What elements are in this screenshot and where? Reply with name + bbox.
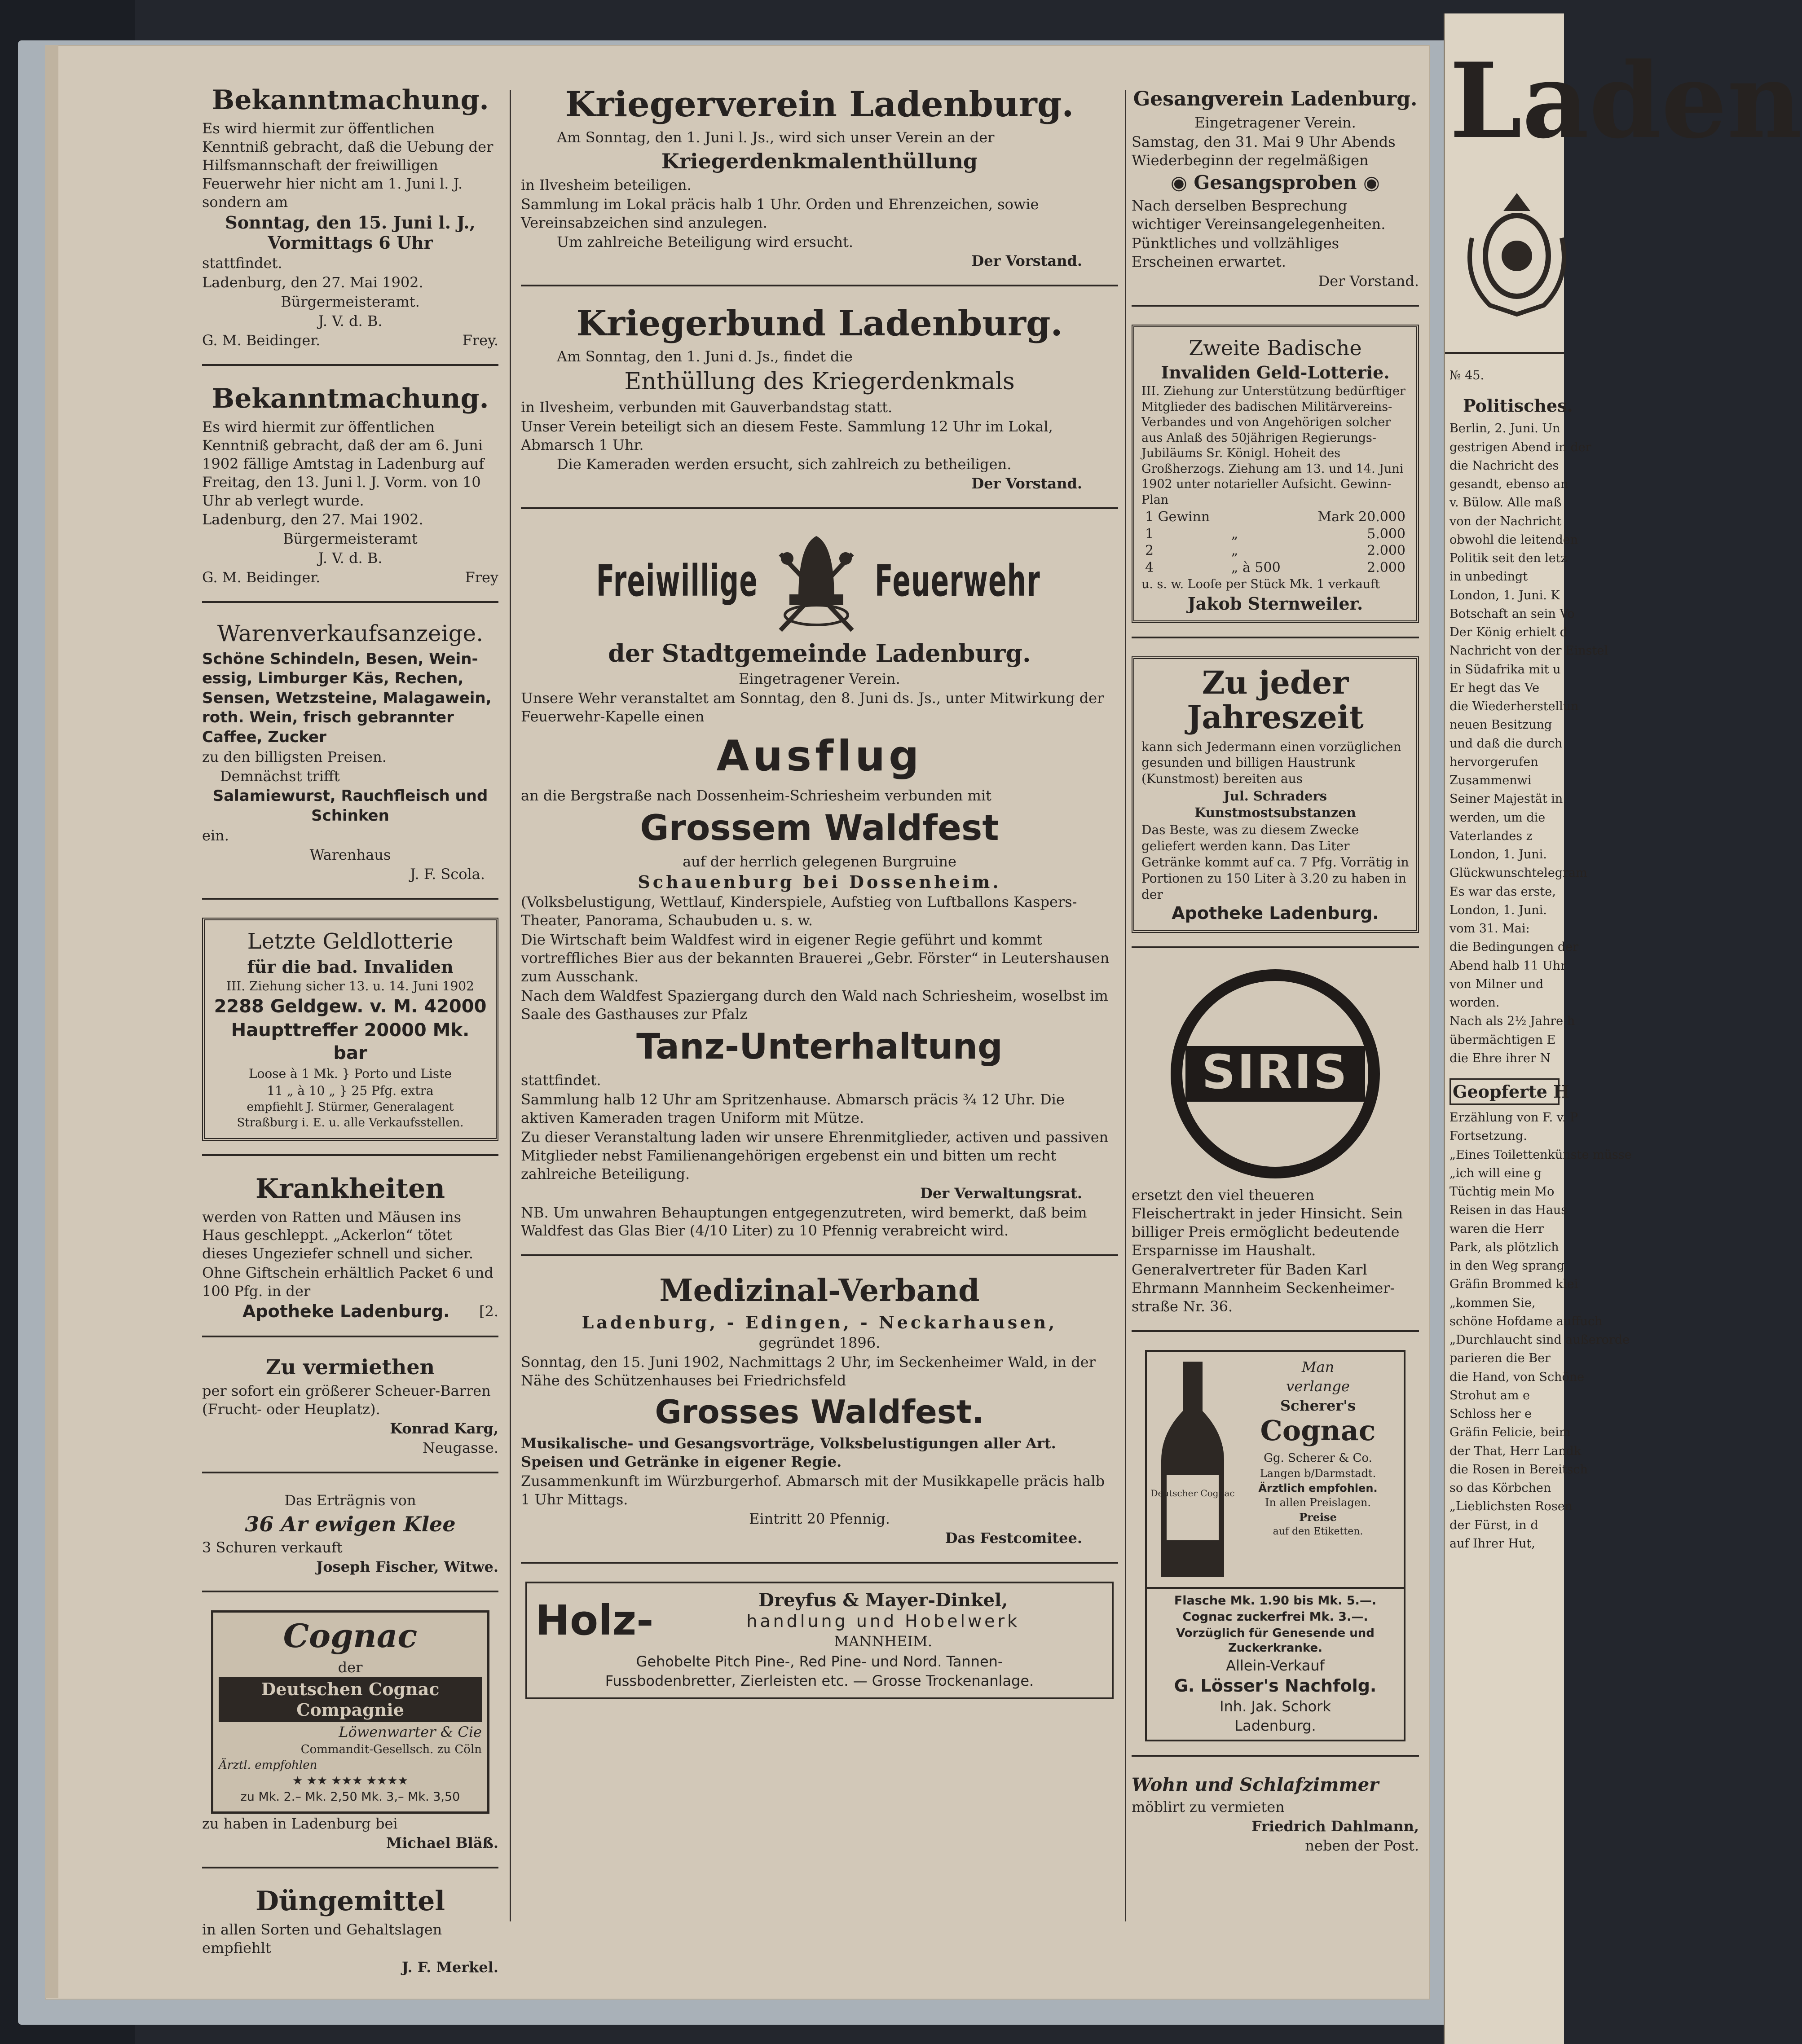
- ad-highlight: Kriegerdenkmalenthüllung: [661, 149, 978, 173]
- ad-text: Zusammenkunft im Würzburgerhof. Abmarsch mit der Musikkapelle präcis halb 1 Uhr Mittags.: [521, 1472, 1105, 1508]
- text-line: gestrigen Abend in der: [1450, 440, 1591, 454]
- ad-brand: Scherer's: [1280, 1397, 1356, 1414]
- ad-places: Ladenburg, - Edingen, - Neckarhausen,: [582, 1312, 1057, 1333]
- ad-text: Neugasse.: [422, 1439, 498, 1456]
- ad-text: Sammlung halb 12 Uhr am Spritzenhause. Abmarsch präcis ¾ 12 Uhr. Die aktiven Kameraden tragen Uniform mit Mütze.: [521, 1090, 1065, 1126]
- ad-text: Musikalische- und Gesangsvorträge, Volksbelustigungen aller Art. Speisen und Getränke in eigener Regie.: [521, 1434, 1056, 1470]
- ad-signature: Das Festcomitee.: [945, 1529, 1082, 1547]
- text-line: auf Ihrer Hut,: [1450, 1536, 1535, 1551]
- notice-signature: Frey: [465, 569, 498, 586]
- text-line: Erzählung von F. v. P: [1450, 1111, 1578, 1125]
- ad-feuerwehr: [521, 527, 1118, 1257]
- ad-text: ein.: [202, 827, 229, 844]
- ad-name: Apotheke Ladenburg.: [242, 1301, 450, 1322]
- eye-icon: ◉: [1171, 171, 1194, 194]
- ad-highlight: 36 Ar ewigen Klee: [245, 1512, 456, 1536]
- ad-text: Das Erträgnis von: [284, 1491, 416, 1509]
- text-line: der Fürst, in d: [1450, 1518, 1538, 1532]
- ad-gesangverein: [1132, 88, 1419, 307]
- notice-place-date: Ladenburg, den 27. Mai 1902.: [202, 511, 423, 528]
- eye-icon: ◉: [1357, 171, 1380, 194]
- ad-city: MANNHEIM.: [834, 1633, 933, 1650]
- ad-text: Preise: [1299, 1511, 1337, 1524]
- ad-text: werden von Ratten und Mäusen ins Haus geschleppt. „Ackerlon“ tötet dieses Ungeziefer schnell und sicher.: [202, 1208, 473, 1262]
- notice-office: Bürgermeisteramt.: [281, 293, 420, 310]
- text-line: waren die Herr: [1450, 1222, 1544, 1236]
- text-line: „kommen Sie,: [1450, 1296, 1536, 1310]
- column-left: [202, 84, 498, 1976]
- ad-text: Ärztlich empfohlen.: [1258, 1481, 1378, 1495]
- ad-title: Medizinal-Verband: [659, 1273, 980, 1309]
- ad-kriegerbund: [521, 304, 1118, 509]
- text-line: Botschaft an sein Vo: [1450, 607, 1575, 621]
- ad-duengemittel: [202, 1886, 498, 1991]
- text-line: v. Bülow. Alle maß: [1450, 496, 1562, 510]
- text-line: die Bedingungen der: [1450, 940, 1579, 954]
- ad-text: zu den billigsten Preisen.: [202, 748, 387, 766]
- ad-klee: [202, 1491, 498, 1593]
- ad-text: Loose à 1 Mk. } Porto und Liste: [248, 1066, 452, 1081]
- ad-text: Das Beste, was zu diesem Zwecke geliefert werden kann. Das Liter Getränke kommt auf ca. 7 Pfg. Vorrätig in Portionen zu 150 Liter à 3.20 zu haben in der: [1141, 822, 1409, 902]
- notice-amtstag: [202, 384, 498, 603]
- text-line: worden.: [1450, 996, 1500, 1010]
- text-line: parieren die Ber: [1450, 1351, 1551, 1366]
- text-line: „ich will eine g: [1450, 1166, 1542, 1180]
- text-line: Tüchtig mein Mo: [1450, 1185, 1555, 1199]
- ad-text: Fussbodenbretter, Zierleisten etc. — Grosse Trockenanlage.: [605, 1672, 1034, 1690]
- ad-geldlotterie: [202, 918, 498, 1156]
- page-gutter: [45, 45, 58, 1998]
- text-line: gesandt, ebenso an: [1450, 477, 1568, 491]
- ad-title: Holz-: [535, 1596, 654, 1645]
- ad-text: Inh. Jak. Schork: [1220, 1697, 1331, 1715]
- adjacent-page: [1444, 13, 1802, 2044]
- ad-title: Düngemittel: [255, 1885, 445, 1917]
- ad-title: Letzte Geldlotterie: [247, 929, 454, 954]
- notice-title: Bekanntmachung.: [211, 84, 489, 116]
- ad-name: J. F. Scola.: [410, 866, 485, 883]
- text-line: obwohl die leitenden: [1450, 532, 1578, 547]
- table-row: 4 „ à 500 2.000: [1145, 559, 1405, 576]
- notice-body: Es wird hiermit zur öffentlichen Kenntniß gebracht, daß die Uebung der Hilfsmannschaft der freiwilligen Feuerwehr hier nicht am 1. Juni l. J. sondern am: [202, 120, 493, 211]
- ad-text: Ohne Giftschein erhältlich Packet 6 und 100 Pfg. in der: [202, 1264, 493, 1300]
- ad-signature: Der Vorstand.: [971, 252, 1082, 270]
- ad-text: Am Sonntag, den 1. Juni d. Js., findet die: [557, 348, 853, 365]
- ad-title: Freiwillige: [596, 555, 758, 606]
- ad-name: J. F. Merkel.: [401, 1958, 498, 1976]
- ad-text: Um zahlreiche Beteiligung wird ersucht.: [557, 233, 854, 251]
- ad-title: Kriegerverein Ladenburg.: [565, 84, 1074, 125]
- text-line: in den Weg sprang: [1450, 1259, 1565, 1273]
- ad-subtitle: für die bad. Invaliden: [247, 957, 454, 977]
- ad-highlight: Enthüllung des Kriegerdenkmals: [624, 368, 1015, 396]
- ad-name: Apotheke Ladenburg.: [1172, 903, 1379, 923]
- ad-title: Warenverkaufsanzeige.: [217, 620, 484, 647]
- text-line: Politik seit den letz: [1450, 551, 1567, 565]
- ad-text: gegründet 1896.: [758, 1334, 881, 1351]
- prize-table: [1141, 509, 1409, 576]
- text-line: die Nachricht des: [1450, 458, 1559, 473]
- ad-title: Zu vermiethen: [265, 1354, 435, 1379]
- cognac-bottle-icon: [1152, 1357, 1233, 1582]
- ad-jahreszeit: [1132, 656, 1419, 948]
- bottle-label-text: Deutscher Cognac: [1150, 1487, 1235, 1499]
- text-line: die Ehre ihrer N: [1450, 1051, 1551, 1065]
- ad-title: Wohn und Schlafzimmer: [1132, 1774, 1379, 1795]
- ad-text: Cognac zuckerfrei Mk. 3.—.: [1182, 1610, 1368, 1624]
- ad-text: Eintritt 20 Pfennig.: [749, 1510, 890, 1527]
- ad-text: zu haben in Ladenburg bei: [202, 1815, 398, 1832]
- ad-text: Unser Verein beteiligt sich an diesem Feste. Sammlung 12 Uhr im Lokal, Abmarsch 1 Uhr.: [521, 418, 1053, 453]
- ad-text: In allen Preislagen.: [1265, 1496, 1371, 1509]
- ad-title: Kriegerbund Ladenburg.: [576, 303, 1063, 344]
- ad-text: Sammlung im Lokal präcis halb 1 Uhr. Orden und Ehrenzeichen, sowie Vereinsabzeichen sind anzulegen.: [521, 195, 1039, 231]
- ad-text: Pünktliches und vollzähliges Erscheinen erwartet.: [1132, 234, 1339, 270]
- ad-highlight: ◉ Gesangsproben ◉: [1171, 171, 1380, 194]
- ad-text: Gg. Scherer & Co.: [1264, 1451, 1372, 1465]
- ad-text: Warenhaus: [309, 846, 391, 864]
- ad-text: Am Sonntag, den 1. Juni l. Js., wird sich unser Verein an der: [557, 128, 995, 146]
- ad-title: Cognac: [1260, 1414, 1376, 1447]
- ad-text: Gehobelte Pitch Pine-, Red Pine- und Nord. Tannen-: [636, 1653, 1003, 1670]
- ad-title: Jahreszeit: [1187, 698, 1364, 736]
- column-rule: [1125, 90, 1126, 1921]
- ad-text: III. Ziehung sicher 13. u. 14. Juni 1902: [226, 978, 474, 993]
- ad-highlight: Ausflug: [716, 731, 923, 781]
- notice-after: stattfindet.: [202, 254, 282, 272]
- text-line: Es war das erste,: [1450, 884, 1556, 899]
- ad-signature: Der Verwaltungsrat.: [920, 1184, 1082, 1202]
- table-row: 1 „ 5.000: [1145, 526, 1405, 542]
- text-line: werden, um die: [1450, 810, 1546, 825]
- ad-text: in Ilvesheim beteiligen.: [521, 176, 692, 193]
- ad-text: u. s. w. Looſe per Stück Mk. 1 verkauft: [1141, 577, 1380, 592]
- ad-text: an die Bergstraße nach Dossenheim-Schriesheim verbunden mit: [521, 787, 991, 804]
- text-line: Gräfin Felicie, beim: [1450, 1425, 1571, 1440]
- text-line: in Südafrika mit u: [1450, 662, 1561, 677]
- ad-text: Ladenburg.: [1234, 1717, 1316, 1734]
- notice-abbr: J. V. d. B.: [318, 312, 383, 330]
- ad-kriegerverein: [521, 85, 1118, 286]
- ad-name: Jakob Sternweiler.: [1187, 593, 1363, 614]
- ad-text: empfiehlt J. Stürmer, Generalagent: [247, 1100, 454, 1114]
- text-line: die Wiederherstellun: [1450, 699, 1579, 713]
- section-title: Politisches.: [1463, 396, 1573, 416]
- text-line: in unbedingt: [1450, 570, 1528, 584]
- ad-text: kann sich Jedermann einen vorzüglichen gesunden und billigen Haustrunk (Kunstmost) bereiten aus: [1141, 739, 1401, 787]
- ad-highlight: Schauenburg bei Dossenheim.: [638, 871, 1001, 892]
- ad-text: in allen Sorten und Gehaltslagen empfiehlt: [202, 1921, 442, 1956]
- ad-title: Krankheiten: [256, 1173, 445, 1204]
- ad-cognac-compagnie: [202, 1610, 498, 1868]
- ad-scherer-cognac: [1132, 1350, 1419, 1757]
- text-line: Er hegt das Ve: [1450, 681, 1540, 695]
- column-rule: [510, 90, 511, 1921]
- ad-text: neben der Post.: [1305, 1837, 1419, 1854]
- ad-text: Ärztl. empfohlen: [219, 1758, 317, 1772]
- ad-name: Friedrich Dahlmann,: [1251, 1817, 1419, 1835]
- ad-text: (Volksbelustigung, Wettlauf, Kinderspiele, Aufstieg von Luftballons Kaspers-Theater, Panorama, Schaubuden u. s. w.: [521, 893, 1077, 929]
- text-line: Berlin, 2. Juni. Un: [1450, 422, 1560, 436]
- ad-title: Zweite Badische: [1189, 335, 1362, 360]
- text-line: schöne Hofdame auffuch: [1450, 1314, 1603, 1328]
- table-row: 1 Gewinn Mark 20.000: [1145, 509, 1405, 525]
- text-line: der That, Herr Landk: [1450, 1444, 1582, 1458]
- table-row: 2 „ 2.000: [1145, 543, 1405, 559]
- ad-text: ersetzt den viel theueren Fleischertrakt in jeder Hinsicht. Sein billiger Preis ermöglicht bedeutende Ersparnisse im Haushalt.: [1132, 1186, 1403, 1259]
- masthead: Laden: [1450, 40, 1802, 162]
- ad-text: Langen b/Darmstadt.: [1260, 1467, 1376, 1480]
- ad-text: per sofort ein größerer Scheuer-Barren (Frucht- oder Heuplatz).: [202, 1382, 491, 1418]
- ad-text: Samstag, den 31. Mai 9 Uhr Abends Wiederbeginn der regelmäßigen: [1132, 133, 1396, 169]
- ad-text: Eingetragener Verein.: [739, 670, 900, 687]
- ad-text: der: [338, 1658, 363, 1676]
- ad-name: Michael Bläß.: [386, 1834, 498, 1851]
- text-line: und daß die durch: [1450, 736, 1563, 751]
- ad-highlight: Grossem Waldfest: [640, 808, 999, 849]
- coat-of-arms-icon: [1463, 189, 1571, 323]
- ad-text: III. Ziehung zur Unterstützung bedürftiger Mitglieder des badischen Militärvereins-Verbandes und von Angehörigen solcher aus Anlaß des 50jährigen Regierungs-Jubiläums Sr. Königl. Hoheit des Großherzogs. Ziehung am 13. und 14. Juni 1902 unter notarieller Aufsicht. Gewinn-Plan: [1141, 384, 1405, 507]
- ad-text: Straßburg i. E. u. alle Verkaufsstellen.: [237, 1116, 464, 1130]
- ad-text: Zu dieser Veranstaltung laden wir unsere Ehrenmitglieder, activen und passiven Mitglieder nebst Familienangehörigen ergebenst ein und bitten um recht zahlreiche Beteiligung.: [521, 1128, 1109, 1182]
- text-line: von Milner und: [1450, 977, 1544, 991]
- text-line: hervorgerufen: [1450, 755, 1538, 769]
- ad-text: 11 „ à 10 „ } 25 Pfg. extra: [267, 1083, 434, 1099]
- text-line: die Rosen in Bereitsch: [1450, 1462, 1588, 1477]
- ad-highlight: 2288 Geldgew. v. M. 42000: [214, 996, 487, 1017]
- ad-text: Sonntag, den 15. Juni 1902, Nachmittags 2 Uhr, im Seckenheimer Wald, in der Nähe des Schützenhauses bei Friedrichsfeld: [521, 1353, 1096, 1389]
- ad-krankheiten: [202, 1174, 498, 1337]
- ad-text: Commandit-Gesellsch. zu Cöln: [300, 1742, 482, 1756]
- text-line: vom 31. Mai:: [1450, 922, 1530, 936]
- ad-siris: [1132, 966, 1419, 1332]
- text-line: Seiner Majestät in: [1450, 792, 1563, 806]
- notice-abbr: J. V. d. B.: [318, 549, 383, 567]
- ad-name: Konrad Karg,: [390, 1420, 498, 1437]
- text-line: Glückwunschtelegram: [1450, 866, 1587, 880]
- ad-signature: Der Vorstand.: [1318, 272, 1419, 290]
- ad-text: möblirt zu vermieten: [1132, 1798, 1285, 1815]
- notice-uebung: [202, 85, 498, 366]
- text-line: Gräfin Brommed klei: [1450, 1277, 1578, 1292]
- text-line: neuen Besitzung: [1450, 718, 1552, 732]
- ad-company: handlung und Hobelwerk: [746, 1611, 1020, 1631]
- text-line: Vaterlandes z: [1450, 829, 1533, 843]
- text-line: Park, als plötzlich: [1450, 1240, 1559, 1254]
- ad-text: Unsere Wehr veranstaltet am Sonntag, den 8. Juni ds. Js., unter Mitwirkung der Feuerwehr-Kapelle einen: [521, 689, 1104, 725]
- issue-number: № 45.: [1450, 369, 1485, 382]
- column-right: [1132, 85, 1419, 1926]
- fire-helmet-emblem-icon: [771, 527, 861, 635]
- text-line: Reisen in das Haus: [1450, 1203, 1568, 1218]
- cognac-prices: zu Mk. 2.– Mk. 2,50 Mk. 3,– Mk. 3,50: [240, 1790, 460, 1804]
- ad-goods: Salamiewurst, Rauchfleisch und Schinken: [212, 787, 488, 825]
- text-line: Abend halb 11 Uhr: [1450, 958, 1566, 973]
- ad-name: G. Lösser's Nachfolg.: [1174, 1676, 1377, 1696]
- ad-text: Nach derselben Besprechung wichtiger Vereinsangelegenheiten.: [1132, 197, 1386, 233]
- notice-title: Bekanntmachung.: [211, 382, 489, 414]
- ad-text: Man: [1301, 1358, 1335, 1376]
- ad-wohnzimmer: [1132, 1775, 1419, 1869]
- ad-text: Eingetragener Verein.: [1194, 114, 1356, 131]
- text-line: „Durchlaucht sind außerorde: [1450, 1333, 1630, 1347]
- text-line: Nach als 2½ Jahre h: [1450, 1014, 1575, 1029]
- ad-org: der Stadtgemeinde Ladenburg.: [608, 638, 1031, 668]
- notice-office: Bürgermeisteramt: [283, 530, 418, 548]
- ad-medizinal-verband: [521, 1274, 1118, 1563]
- cognac-logo: Cognac: [283, 1617, 418, 1655]
- text-line: übermächtigen E: [1450, 1033, 1556, 1047]
- text-line: Fortsetzung.: [1450, 1129, 1527, 1143]
- ad-title: Zu jeder: [1202, 664, 1349, 701]
- ad-text: Die Wirtschaft beim Waldfest wird in eigener Regie geführt und kommt vortreffliches Bier aus der bekannten Brauerei „Gebr. Förster“ in Leutershausen zum Ausschank.: [521, 931, 1110, 985]
- ad-title: Gesangverein Ladenburg.: [1133, 88, 1418, 110]
- article-text: [1445, 1109, 1632, 1552]
- ad-text: auf der herrlich gelegenen Burgruine: [683, 853, 956, 870]
- text-line: Schloss her e: [1450, 1407, 1532, 1421]
- text-line: Zusammenwi: [1450, 774, 1532, 787]
- text-line: Strohut am e: [1450, 1388, 1530, 1402]
- text-line: London, 1. Juni. K: [1450, 588, 1560, 602]
- ad-goods: Schöne Schindeln, Besen, Wein-essig, Limburger Käs, Rechen, Sensen, Wetzsteine, Malagawein, roth. Wein, frisch gebrannter Caffee, Zucker: [202, 650, 492, 746]
- text-line: „Lieblichsten Rosen: [1450, 1499, 1573, 1514]
- ad-text: verlange: [1286, 1377, 1350, 1395]
- cognac-company: Deutschen Cognac Compagnie: [219, 1677, 482, 1722]
- ad-highlight: Tanz-Unterhaltung: [636, 1027, 1003, 1068]
- cognac-stars: ★ ★★ ★★★ ★★★★: [292, 1774, 408, 1788]
- siris-logo: [1168, 966, 1383, 1182]
- ad-holzhandlung: [521, 1582, 1118, 1713]
- text-line: die Hand, von Schöne: [1450, 1370, 1585, 1384]
- ad-highlight: Grosses Waldfest.: [655, 1393, 984, 1431]
- ad-text: Die Kameraden werden ersucht, sich zahlreich zu betheiligen.: [557, 455, 1012, 473]
- ad-name: Joseph Fischer, Witwe.: [316, 1558, 498, 1576]
- column-middle: [521, 85, 1118, 1926]
- ad-text: Generalvertreter für Baden Karl Ehrmann Mannheim Seckenheimer-straße Nr. 36.: [1132, 1261, 1395, 1315]
- ad-text: Flasche Mk. 1.90 bis Mk. 5.—.: [1174, 1593, 1377, 1608]
- ad-subtitle: Invaliden Geld-Lotterie.: [1161, 362, 1390, 383]
- ad-text: Vorzüglich für Genesende und Zuckerkranke.: [1176, 1626, 1375, 1655]
- notice-place-date: Ladenburg, den 27. Mai 1902.: [202, 273, 423, 291]
- ad-text: Allein-Verkauf: [1226, 1657, 1325, 1675]
- ad-title: Feuerwehr: [874, 555, 1040, 606]
- ad-warenverkauf: [202, 621, 498, 900]
- ad-text: stattfindet.: [521, 1071, 601, 1089]
- ad-mark: [2.: [479, 1303, 498, 1320]
- ad-text: auf den Etiketten.: [1273, 1525, 1363, 1537]
- text-line: London, 1. Juni.: [1450, 848, 1547, 862]
- notice-body: Es wird hiermit zur öffentlichen Kenntniß gebracht, daß der am 6. Juni 1902 fällige Amtstag in Ladenburg auf Freitag, den 13. Juni l. J. Vorm. von 10 Uhr ab verlegt wurde.: [202, 418, 485, 509]
- text-line: London, 1. Juni.: [1450, 903, 1547, 917]
- ad-text: NB. Um unwahren Behauptungen entgegenzutreten, wird bemerkt, daß beim Waldfest das Glas Bier (4/10 Liter) zu 10 Pfennig verabreicht wird.: [521, 1204, 1087, 1240]
- ad-company: Dreyfus & Mayer-Dinkel,: [758, 1589, 1008, 1611]
- notice-date: Sonntag, den 15. Juni l. J., Vormittags 6 Uhr: [225, 212, 476, 253]
- text-line: Der König erhielt d: [1450, 625, 1568, 639]
- ad-signature: Der Vorstand.: [971, 475, 1082, 492]
- cognac-label: [211, 1610, 489, 1814]
- notice-signature: Frey.: [462, 331, 498, 349]
- ad-badische-lotterie: [1132, 325, 1419, 638]
- notice-signature: G. M. Beidinger.: [202, 331, 321, 349]
- siris-logo-text: SIRIS: [1202, 1044, 1349, 1099]
- ad-text: Löwenwarter & Cie: [339, 1723, 482, 1741]
- section-title: Geopferte H: [1450, 1078, 1560, 1105]
- notice-signature: G. M. Beidinger.: [202, 569, 321, 586]
- ad-vermiethen: [202, 1355, 498, 1473]
- text-line: Nachricht von der Einstel: [1450, 644, 1608, 658]
- ad-text: Demnächst trifft: [220, 768, 340, 785]
- ad-product: Jul. Schraders Kunstmostsubstanzen: [1194, 788, 1356, 821]
- text-line: von der Nachricht: [1450, 514, 1562, 528]
- ad-text: 3 Schuren verkauft: [202, 1539, 343, 1556]
- text-line: so das Körbchen: [1450, 1481, 1551, 1495]
- ad-text: in Ilvesheim, verbunden mit Gauverbandstag statt.: [521, 398, 893, 416]
- ad-text: Nach dem Waldfest Spaziergang durch den Wald nach Schriesheim, woselbst im Saale des Gasthauses zur Pfalz: [521, 987, 1108, 1023]
- ad-highlight: Haupttreffer 20000 Mk. bar: [231, 1020, 470, 1064]
- article-text: [1445, 420, 1608, 1067]
- text-line: „Eines Toilettenkünste müsse: [1450, 1147, 1632, 1162]
